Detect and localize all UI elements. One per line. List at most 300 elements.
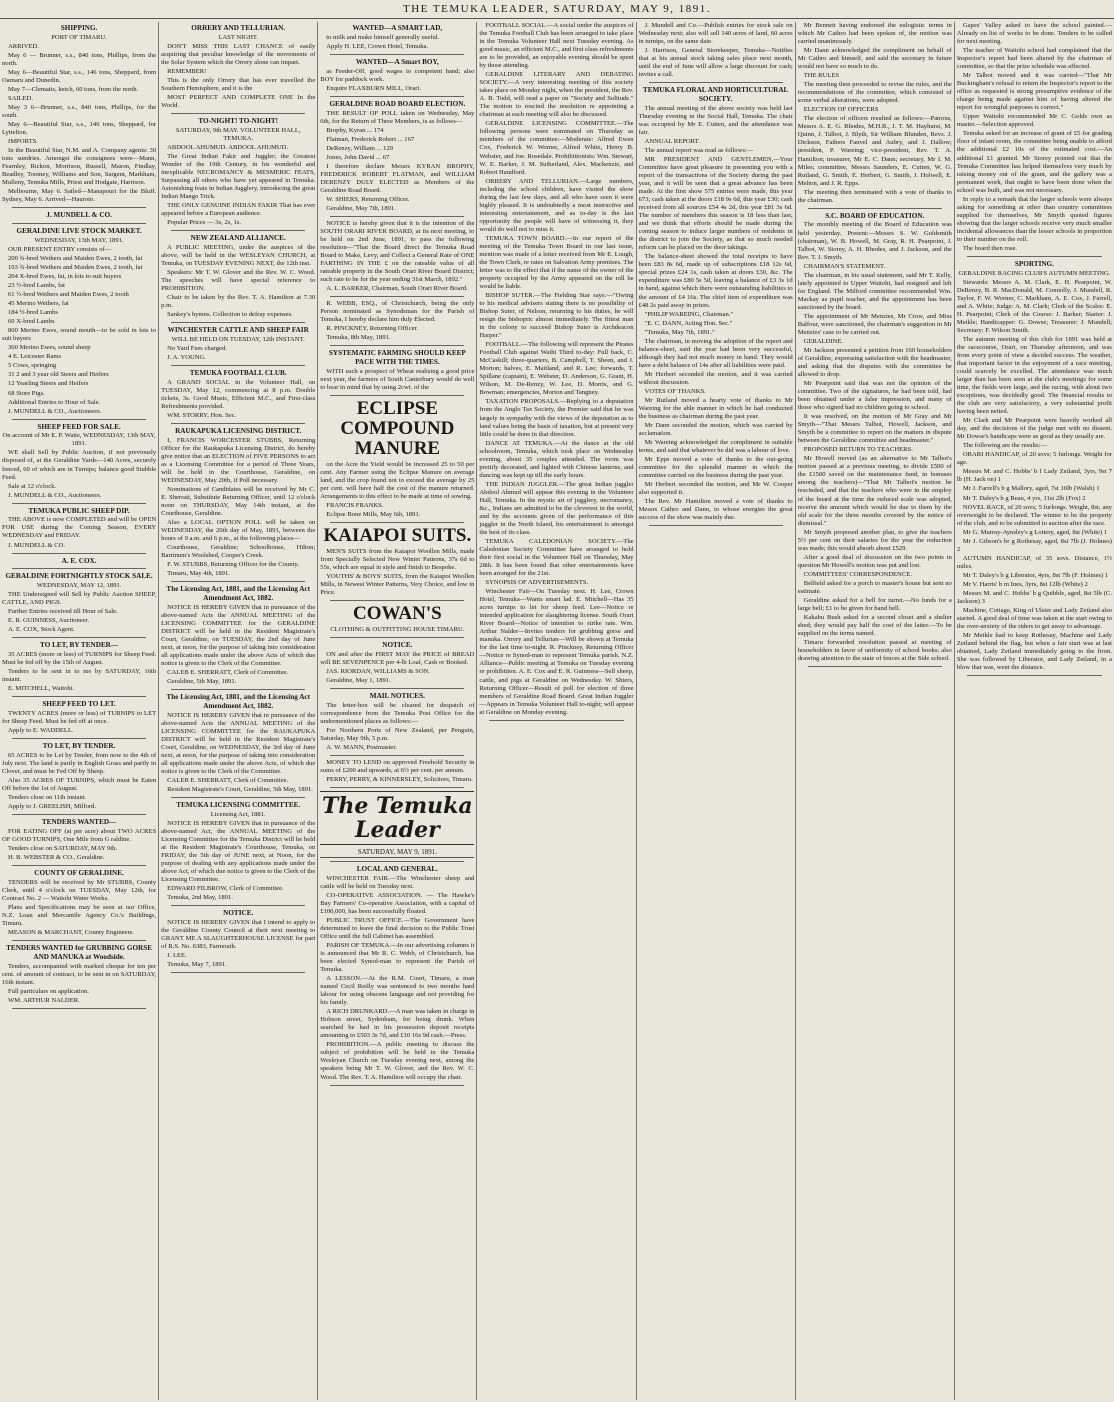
article-body <box>161 712 315 794</box>
divider <box>171 322 305 323</box>
paragraph: TAXATION PROPOSALS.—Replying to a deputation from the Anglo Tax Society, the Premier said that he was largely in sympathy with the views of the deputation as to land values being the basis of taxation, but at present very little could be done in that direction. <box>479 398 634 438</box>
paragraph: E. MITCHELL, Waitohi. <box>8 685 75 693</box>
divider <box>12 940 146 941</box>
divider <box>330 345 464 346</box>
paragraph: ANNUAL REPORT. <box>644 137 700 145</box>
paragraph: Mr Herbert seconded the motion, and Mr W. Cooper also supported it. <box>638 481 793 497</box>
paragraph: Mr Wareing acknowledged the compliment in suitable terms, and said that whatever he did was a labour of love. <box>638 439 793 455</box>
article-body <box>2 43 156 205</box>
article-block <box>798 22 952 209</box>
article-block <box>957 22 1112 257</box>
divider <box>808 666 942 667</box>
article-body <box>639 22 793 79</box>
paragraph: to milk and make himself generally useful. <box>326 33 440 41</box>
article-body <box>161 919 315 969</box>
article-body <box>2 963 156 1005</box>
divider <box>330 395 464 396</box>
article-body <box>320 34 474 51</box>
paragraph: Mr Talbot moved and it was carried—"That Mr Buckingham's refusal to return the Inspector's report to the office as requested is strong presumptive evidence of the charge being made against him of having altered the report for wrongful purposes is correct." <box>956 72 1112 112</box>
paragraph: ABDOOL AHUMUD. ABDOOL AHUMUD. <box>167 143 289 151</box>
article-body <box>2 591 156 634</box>
paragraph: 60 X-bred Lambs <box>8 318 55 326</box>
divider <box>649 82 783 83</box>
paragraph: PERRY, PERRY, & KINNERSLEY, Solicitors, Timaru. <box>326 776 473 784</box>
article-heading: A. E. COX. <box>61 556 97 565</box>
article-block <box>320 791 474 862</box>
paragraph: The appointment of Mr Menzies, Mr Crow, and Miss Balfour, were sanctioned, the chairman's suggestion in Mr Menzies' case to be carried out. <box>797 312 952 336</box>
paragraph: It was resolved, on the motion of Mr Gray and Mr Smyth—"That Messrs Talbot, Howell, Jackson, and Smyth be a committee to report on the matters in dispute between the Geraldine committee and headmaster." <box>797 413 952 445</box>
article-block <box>320 300 474 346</box>
paragraph: 4 E. Leicester Rams <box>8 353 62 361</box>
paragraph: J. Harrison, General Storekeeper, Temuka—Notifies that at his annual stock taking sales place next month, until the end of June will allow a large discount for cash; invites a call. <box>638 47 793 79</box>
divider <box>171 689 305 690</box>
paragraph: GERALDINE LITERARY AND DEBATING SOCIETY.—A very interesting meeting of this society takes place on Monday night, when the president, the Rev. A. B. Todd, will read a paper on "Society and Solitude." The motion to rescind the resolution re appointing a chairman at each meeting will also be discussed. <box>479 71 634 119</box>
article-heading: TEMUKA FLORAL AND HORTICULTURAL SOCIETY. <box>642 86 789 103</box>
paragraph: Tenders close on 11th instant. <box>8 794 87 802</box>
paragraph: The annual report was read as follows:— <box>644 146 754 154</box>
paragraph: Resident Magistrate's Court, Geraldine, 5th May, 1891. <box>167 786 313 794</box>
paragraph: NOTICE IS HEREBY GIVEN that I intend to apply to the Geraldine County Council at their next meeting to GRANT ME A SLAUGHTERHOUSE LICENSE for part of R.S. No. 6383, Farmouth. <box>161 919 316 951</box>
paragraph: A PUBLIC MEETING, under the auspices of the above, will be held in the WESLEYAN CHURCH, at Temuka, on TUESDAY EVENING NEXT, the 12th inst. <box>161 244 316 268</box>
article-heading: GERALDINE ROAD BOARD ELECTION. <box>329 99 466 108</box>
paragraph: ELECTION OF OFFICERS <box>803 106 879 114</box>
paragraph: Eclipse Bone Mills, May 6th, 1891. <box>326 510 421 518</box>
paragraph: NOTICE IS HEREBY GIVEN that in pursuance of the above-named Acts the ANNUAL MEETING of the LICENSING COMMITTEE for the RAUKAPUKA DISTRICT will be held in the Resident Magistrate's Court, Geraldine, on WEDNESDAY, the 3rd day of June next, at noon, for the purpose of taking into consideration all applications made under the above Acts, of which due notice is given to the Clerk of the Committee. <box>161 711 316 776</box>
paragraph: NOTICE is hereby given that it is the intention of the SOUTH ORARI RIVER BOARD, at its next meeting, to be held on 2nd June, 1891, to pass the following resolution—"That the Board direct the Temuka Road Board to Make, Levy, and Collect a General Rate of ONE FARTHING IN THE £ on the rateable value of all rateable property in the South Orari River Board District; such rate to be for the year ending 31st March, 1892." <box>320 219 475 284</box>
paragraph: OUR PRESENT ENTRY consists of— <box>8 246 112 253</box>
paragraph: Full particulars on application. <box>8 987 89 995</box>
paragraph: Mr Smyth proposed another plan, to give the teachers 5½ per cent on their salaries for the year the reduction was made; this would absorb about £529. <box>797 528 952 552</box>
paragraph: A. L. BARKER, Chairman, South Orari River Board. <box>326 285 468 293</box>
paragraph: After a good deal of discussion on the two points in question Mr Howell's motion was put and lost. <box>797 553 952 569</box>
article-body <box>2 828 156 862</box>
paragraph: Mr Dann seconded the motion, which was carried by acclamation. <box>638 421 793 437</box>
divider <box>12 696 146 697</box>
article-heading: TENDERS WANTED— <box>41 818 117 827</box>
divider <box>330 522 464 523</box>
paragraph: Temuka asked for an increase of grant of £5 for grading floor of infant room, the committee being unable to afford the additional £2 10s of the estimated cost.—An additional £1 granted. Mr Storey pointed out that the Temuka Committee has helped themselves very much by raising money out of the grant, and the gallery was a permanent work, that ought to have been done when the school was built, and was not necessary. <box>956 130 1112 194</box>
article-body <box>320 702 474 752</box>
paragraph: MONEY TO LEND on approved Freehold Security in sums of £200 and upwards, at 6½ per cent. per annum. <box>320 758 475 774</box>
article-block <box>2 227 156 419</box>
paragraph: 65 ACRES to be Let by Tender, from now to the 4th of July next. The land is partly in English Grass and partly in Clover, and must be Fed Off by Sheep. <box>2 751 157 775</box>
paragraph: 103 ¾-bred Wethers and Maiden Ewes, 2 tooth, fat <box>8 264 143 272</box>
paragraph: The balance-sheet showed the total receipts to have been £83 8s 6d, made up of subscriptions £18 12s 6d, special prizes £24 1s, cash taken at doors £30, &c. The expenditure was £80 5s 5d, leaving a balance of £3 3s 1d in hand, against which there were outstanding liabilities to the amount of £4 16s. The chief item of expenditure was £48 2s paid away in prizes. <box>638 253 793 309</box>
paragraph: Mr J. Farrell's b g Mallory, aged, 7st 10lb (Walsh) 1 <box>962 485 1100 493</box>
article-subheading: Licensing Act, 1881. <box>210 810 266 818</box>
paragraph: Mr Bennett having endorsed the eulogistic terms in which Mr Cathro had been spoken of, the motion was carried unanimously. <box>797 22 952 46</box>
paragraph: Popular Prices — 3s, 2s, 1s. <box>167 219 242 227</box>
paragraph: J. LEE. <box>167 952 187 960</box>
paragraph: Geraldine, May 7th, 1891. <box>326 204 396 212</box>
paragraph: 12 Yearling Steers and Heifers <box>8 380 89 388</box>
paragraph: May 6—Beautiful Star, s.s., 146 tons, Sheppard, for Lyttelton. <box>2 121 157 137</box>
article-body <box>2 879 156 937</box>
paragraph: Mr G. Murray-Aynsley's g Lottery, aged, 8st (White) 1 <box>962 528 1108 536</box>
paragraph: FOOTBALL SOCIAL.—A social under the auspices of the Temuka Football Club has been arranged to take place in the Temuka Volunteer Hall next Tuesday evening. As good music, an efficient M.C., and first class refreshments are to be provided, an enjoyable evening should be spent by those attending. <box>479 22 634 70</box>
paragraph: May 6—Beautiful Star, s.s., 146 tons, Sheppard, from Oamaru and Dunedin. <box>2 68 157 84</box>
article-heading: S.C. BOARD OF EDUCATION. <box>825 211 925 220</box>
article-heading: TEMUKA PUBLIC SHEEP DIP. <box>28 506 130 515</box>
divider <box>330 54 464 55</box>
paragraph: Mr Jackson presented a petition from 160 householders of Geraldine, expressing satisfaction with the headmaster, and asking that the disputes with the committee be allowed to drop. <box>797 346 952 379</box>
paragraph: EDWARD FILBROW, Clerk of Committee. <box>167 885 284 893</box>
paragraph: SAILED. <box>8 95 34 102</box>
divider <box>171 365 305 366</box>
paragraph: The board then rose. <box>962 244 1018 252</box>
article-block <box>320 526 474 601</box>
divider <box>330 787 464 788</box>
paragraph: The teacher of Waitohi school had complained that the Inspector's report had been altered by the chairman of committee, so that the prize schedule was affected. <box>956 47 1112 71</box>
paragraph: 184 ½-bred Lambs <box>8 309 58 317</box>
article-block <box>2 700 156 739</box>
paragraph: COMMITTEES' CORRESPONDENCE. <box>803 570 912 578</box>
paragraph: IMPORTS. <box>8 138 38 146</box>
paragraph: MR PRESIDENT AND GENTLEMEN,—Your Committee have great pleasure in presenting you with a report of the transactions of the Society during the past year, and it will be seen that a great advance has been made. At the first show 575 entries were made, this year 673; cash taken at the doors £18 9s 6d, this year £30; cash received from all sources £54 4s 2d, this year £81 3s 6d. The number of members this season is 18 less than last, and we think that efforts should be made during the coming season to induce larger numbers of residents in the district to join the Society, as that so much needed reform can be placed on the door takings. <box>638 155 793 252</box>
paragraph: CALEB E. SHERRATT, Clerk of Committee. <box>167 669 289 677</box>
paragraph: Plans and Specifications may be seen at our Office, N.Z. Loan and Mercantile Agency Co.'s Buildings, Timaru. <box>2 903 157 927</box>
article-block <box>2 869 156 941</box>
article-block <box>320 58 474 97</box>
column-4 <box>477 22 636 1400</box>
paragraph: The monthly meeting of the Board of Education was held yesterday. Present:—Messrs S. W. Goldsmith (chairman), W. B. Howell, M. Gray, R. H. Pearpoint, J. Talbot, W. Storey, A. H. Rhodes, and J. Jackson, and the Rev. T. J. Smyth. <box>797 221 952 261</box>
display-heading: KAIAPOI SUITS. <box>323 525 472 546</box>
article-block <box>320 759 474 788</box>
paragraph: Apply H. LEE, Crown Hotel, Temuka. <box>326 42 429 50</box>
paragraph: Temuka, May 7, 1891. <box>167 961 227 969</box>
paragraph: WITH such a prospect of Wheat realising a good price next year, the farmers of South Canterbury would do well to bear in mind that by using 2cwt. of the <box>320 367 475 391</box>
paragraph: Also 35 ACRES OF TURNIPS, which must be Eaten Off before the 1st of August. <box>2 776 157 792</box>
article-block <box>161 369 315 424</box>
article-body <box>320 300 474 342</box>
divider <box>12 814 146 815</box>
paragraph: J. A. YOUNG. <box>167 354 206 362</box>
article-block <box>320 641 474 689</box>
article-heading: SHEEP FEED FOR SALE. <box>37 422 121 431</box>
article-block <box>479 22 633 721</box>
paragraph: The chairman, in moving the adoption of the report and balance-sheet, said the year had been very successful, although they had not much money in hand. They would have a debt balance of 14s after all liabilities were paid. <box>638 337 793 369</box>
divider <box>967 675 1102 676</box>
article-body <box>2 710 156 735</box>
paragraph: F. W. STUBBS, Returning Officer for the County. <box>167 561 299 569</box>
article-block <box>2 572 156 638</box>
paragraph: May 3 6—Brunner, s.s., 840 tons, Phillips, for the south. <box>2 104 157 120</box>
article-block <box>161 234 315 323</box>
article-block <box>161 326 315 366</box>
paragraph: 5 Cows, springing <box>8 362 57 370</box>
paragraph: PUBLIC TRUST OFFICE.—The Government have determined to leave the final decision to the Public Trust Office until the full Cabinet has assembled. <box>320 916 475 940</box>
paragraph: Sale at 12 o'clock. <box>8 482 57 490</box>
article-block <box>161 909 315 973</box>
article-block <box>320 220 474 297</box>
newspaper-nameplate: The Temuka Leader <box>320 791 474 845</box>
article-body <box>320 548 474 597</box>
paragraph: FOOTBALL.—The following will represent the Pirates Football Club against Waihi Third to-day: Full back, C. McCaskill; three-quarters, B. Campbell, T. Sheen, and J. Morton; halves, E. Maitland, and R. Lee; forwards, T. Spillane (captain), E. Webster, D. Anderson, G. Grant, H. Wilson, M. De-Renzy, W. Lee, D. Morris, and G. Bowman; emergencies, Morton and Tangney. <box>479 341 634 397</box>
article-body <box>320 875 474 1082</box>
paragraph: Mr Meikle had to keep Rothesay, Machine and Lady Zetland behind the flag, but when a fair start was at last obtained, Lady Zetland immediately going to the front. She was followed by Liberator, and Lady Zetland, in a blow that was, went the distance. <box>956 632 1112 672</box>
columns-container <box>0 22 1114 1402</box>
article-heading: SPORTING. <box>1014 259 1054 268</box>
paragraph: NOTICE IS HEREBY GIVEN that in pursuance of the above-named Acts the ANNUAL MEETING of the LICENSING COMMITTEE for the GERALDINE DISTRICT will be held in the Resident Magistrate's Court, Geraldine, on TUESDAY, the 2nd day of June next, at noon, for the purpose of taking into consideration all applications made under the above Acts of which due notice is given to the Clerk of the Committee. <box>161 603 316 668</box>
paragraph: THE INDIAN JUGGLER.—The great Indian juggler Abdool Ahmud will appear this evening in the Volunteer Hall, Temuka. In the mystic art of jugglery, necromancy, &c., Indians are admitted to be the cleverest in the world, and by the accounts given of the performance of this juggler in the North Island, his entertainment is amongst the best of its class. <box>479 480 634 536</box>
paragraph: MEASON & MARCHANT, County Engineers. <box>8 928 134 936</box>
paragraph: THE Undersigned will Sell by Public Auction SHEEP, CATTLE, AND PIGS. <box>2 591 157 607</box>
paragraph: May 6 — Brunner, s.s., 840 tons, Phillips, from the north. <box>2 51 157 67</box>
paragraph: 35 ACRES (more or less) of TURNIPS for Sheep Feed. Must be fed off by the 15th of August. <box>2 651 157 667</box>
article-block <box>639 22 793 83</box>
divider <box>330 755 464 756</box>
article-body <box>639 105 793 523</box>
divider <box>489 720 623 721</box>
article-heading: WANTED—A SMART LAD, <box>352 24 443 32</box>
paragraph: TEMUKA TOWN BOARD.—In our report of the meeting of the Temuka Town Board in our last issue, mention was made of a letter received from Mr E. Lough, the Town Clerk, re rates on Salvation Army premises. The letter was to the effect that if the name of the owner of the property occupied by the Army appeared on the roll he would be liable. <box>479 234 634 290</box>
article-subheading: LAST NIGHT. <box>218 33 259 41</box>
article-heading: TO LET, BY TENDER— <box>40 641 119 650</box>
column-5 <box>637 22 796 1400</box>
paragraph: Geraldine asked for a bell for turret.—No funds for a large bell; £1 to be given for hand bell. <box>797 596 952 612</box>
article-block <box>2 557 156 570</box>
article-heading: RAUKAPUKA LICENSING DISTRICT. <box>175 427 302 436</box>
paragraph: THE RULES <box>803 72 840 80</box>
divider <box>171 905 305 906</box>
paragraph: R. PINCKNEY, Returning Officer. <box>326 325 418 333</box>
paragraph: "E. C. DANN, Acting Hon. Sec." <box>644 319 733 327</box>
paragraph: CHAIRMAN'S STATEMENT. <box>803 262 886 270</box>
article-subheading: GERALDINE RACING CLUB'S AUTUMN MEETING. <box>958 269 1111 277</box>
paragraph: The annual meeting of the above society was held last Thursday evening in the Social Hall, Temuka. The chair was occupied by Mr E. Cutten, and the attendance was fair. <box>638 104 793 136</box>
paragraph: Also a LOCAL OPTION POLL will be taken on WEDNESDAY, the 20th day of May, 1891, between the hours of 9 a.m. and 6 p.m., at the following places— <box>161 519 316 543</box>
divider <box>12 207 146 208</box>
paragraph: FOR EATING OFF (at per acre) about TWO ACRES OF GOOD TURNIPS, One Mile from G raldine. <box>2 827 157 843</box>
paragraph: Mr Clark and Mr Pearpoint were heavily worked all day, and the decisions of the judge met with no dissent. Mr Dowse's handicaps were as good as they usually are. <box>956 417 1112 441</box>
article-heading: NOTICE. <box>382 641 413 650</box>
article-body <box>161 244 315 319</box>
paragraph: TWENTY ACRES (more or less) of TURNIPS to LET for Sheep Feed. Must be fed off at once. <box>2 710 157 726</box>
article-heading: LOCAL AND GENERAL. <box>356 864 438 873</box>
divider <box>12 1008 146 1009</box>
paragraph: Kakahu Bush asked for a second closet and a shelter shed; they would pay half the cost of the latter.—To be supplied on the terms named. <box>797 613 952 637</box>
article-subheading: PORT OF TIMARU. <box>51 33 107 41</box>
article-block <box>2 818 156 866</box>
paragraph: Apply to J. GREELISH, Milford. <box>8 803 97 811</box>
paragraph: Geraldine, 5th May, 1891. <box>167 678 237 686</box>
article-block <box>161 585 315 690</box>
article-subheading: WEDNESDAY, MAY 12, 1891. <box>36 582 122 590</box>
paragraph: on the Acre the Yield would be increased 25 to 50 per cent. Any Farmer using the Eclipse Manure on average land, and the crop found not to exceed the average by 25 per cent. will have half the cost of the manure returned. Arrangements to this effect to be made at time of sowing. <box>320 460 475 500</box>
paragraph: 23 ½-bred Lambs, fat <box>8 282 65 290</box>
paragraph: Mr Dann acknowledged the compliment on behalf of Mr Cathro and himself, and said the secretary in future would not have so much to do. <box>797 47 952 71</box>
paragraph: Mr T. Daley's b g Liberator, 4yrs, 8st 7lb (F. Holmes) 1 <box>962 571 1109 579</box>
divider <box>330 600 464 601</box>
article-heading: TEMUKA LICENSING COMMITTEE. <box>176 801 301 810</box>
paragraph: TEMUKA CALEDONIAN SOCIETY.—The Caledonian Society Committee have arranged to hold their first social in the Volunteer Hall on Thursday, May 28th. It has been found that other entertainments have been arranged for the 21st. <box>479 537 634 578</box>
paragraph: 61 ½-bred Wethers and Maiden Ewes, 2 tooth <box>8 291 129 299</box>
paragraph: Apply to E. WADDELL. <box>8 727 74 735</box>
article-heading: SHIPPING. <box>60 24 98 32</box>
paragraph: NOTICE IS HEREBY GIVEN that in pursuance of the above-named Act, the ANNUAL MEETING of the Licensing Committee for the Temuka District will be held at the Resident Magistrate's Courthouse, Temuka, on FRIDAY, the 5th day of JUNE next, at Noon, for the purpose of dealing with any applications made under the above Act, of which due notice is given to the Clerk of the Licensing Committee. <box>161 819 316 884</box>
paragraph: A GRAND SOCIAL in the Volunteer Hall, on TUESDAY, May 12, commencing at 8 p.m. Double tickets, 3s. Good Music, Efficient M.C., and First-class Refreshments provided. <box>161 378 316 411</box>
paragraph: PROHIBITION.—A public meeting to discuss the subject of prohibition will be held in the Temuka Wesleyan Church on Tuesday evening next, among the speakers being Mr T. W. Glover, and the Rev. W. C. Wood. The Rev. T. A. Hamilton will occupy the chair. <box>320 1041 475 1081</box>
paragraph: Temuka, 2nd May, 1891. <box>167 894 233 902</box>
paragraph: Gapes' Valley asked to have the school painted.—Already on list of works to be done. Tenders to be called for next meeting. <box>956 22 1112 46</box>
paragraph: as Feeder-Off, good wages to competent hand; also BOY for paddock work. <box>320 67 475 83</box>
paragraph: Temuka, 8th May, 1891. <box>326 334 391 342</box>
paragraph: I therefore declare Messrs KYRAN BROPHY, FREDERICK ROBERT FLATMAN, and WILLIAM DERENZY DULY ELECTED as Members of the Geraldine Road Board. <box>320 162 475 194</box>
paragraph: J. Mundell and Co.—Publish entries for stock sale on Wednesday next; also will sell 140 acres of land, 60 acres in turnips, on the same date. <box>638 22 793 46</box>
divider <box>171 797 305 798</box>
article-block <box>320 399 474 523</box>
paragraph: Stewards: Messrs A. M. Clark, E. H. Pearpoint, W. DeRenzy, B. R. MacDonald, M. Connolly, J. Mundell, R. Taylor, F. W. Worner, C. Markham, A. E. Cox, J. Farrell, and A. White; Judge: A. M. Clark; Clerk of the Scales: E. H. Pearpoint; Clerk of the Course: J. Barker; Starter: J. Meikle; Handicapper: G. Dowse; Treasurer: J. Mundell; Secretary: F. Wilson Smith. <box>956 278 1112 334</box>
article-body <box>798 22 952 205</box>
paragraph: AUTUMN HANDICAP, of 35 sovs. Distance, 1½ miles. <box>956 554 1112 570</box>
paragraph: I, FRANCIS WORCESTER STUBBS, Returning Officer for the Raukapuka Licensing District, do hereby give notice that an ELECTION of FIVE PERSONS to act as a Licensing Committee for a period of Three Years, will be held in the Courthouse, Geraldine, on WEDNESDAY, May 20th, if Poll necessary. <box>161 436 316 485</box>
paragraph: PROPOSED RETURN TO TEACHERS. <box>803 446 913 454</box>
divider <box>12 503 146 504</box>
article-block <box>2 24 156 208</box>
paragraph: Timaru forwarded resolution passed at meeting of householders in favor of uniformity of school books; also drawing attention to the state of fences at the Side school. <box>797 639 952 663</box>
divider <box>171 972 305 973</box>
paragraph: E. R. GUINNESS, Auctioneer. <box>8 617 90 625</box>
article-heading: GERALDINE LIVE STOCK MARKET. <box>16 227 142 236</box>
article-body <box>479 22 633 717</box>
article-body <box>2 516 156 549</box>
paragraph: J. MUNDELL & CO., Auctioneers. <box>8 407 102 415</box>
article-subheading: WILL BE HELD ON TUESDAY, 12th INSTANT. <box>171 336 305 344</box>
article-body <box>957 279 1112 672</box>
divider <box>12 419 146 420</box>
page-masthead: THE TEMUKA LEADER, SATURDAY, MAY 9, 1891. <box>0 0 1114 19</box>
article-body <box>320 110 474 213</box>
paragraph: Mr Herbert seconded the motion, and it was carried without discussion. <box>638 370 793 386</box>
paragraph: The letter-box will be cleared for despatch of correspondence from the Temuka Post Office for the undermentioned places as follows:— <box>320 701 475 725</box>
paragraph: Tenders close on SATURDAY, MAY 9th. <box>8 844 118 852</box>
paragraph: Additional Entries to Hour of Sale. <box>8 398 101 406</box>
divider <box>330 1085 464 1086</box>
divider <box>330 96 464 97</box>
article-body <box>161 820 315 902</box>
article-body <box>161 345 315 362</box>
paragraph: ORARI HANDICAP, of 20 sovs; 5 furlongs. Weight for age. <box>956 451 1112 467</box>
article-block <box>2 742 156 815</box>
paragraph: Courthouse, Geraldine; Schoolhouse, Hilton; Barrinum's Woolshed, Cooper's Creek. <box>161 544 316 560</box>
paragraph: J. MUNDELL & CO., Auctioneers. <box>8 491 102 499</box>
article-body <box>957 22 1112 253</box>
article-heading: GERALDINE FORTNIGHTLY STOCK SALE. <box>5 572 153 581</box>
article-heading: TO-NIGHT! TO-NIGHT! <box>198 117 279 126</box>
article-heading: WANTED—A Smart BOY, <box>355 57 439 66</box>
divider <box>171 230 305 231</box>
article-subheading: WEDNESDAY, 13th MAY, 1891. <box>34 236 124 244</box>
article-heading: The Licensing Act, 1881, and the Licensing Act Amendment Act, 1882. <box>166 585 310 603</box>
paragraph: The meeting then terminated with a vote of thanks to the chairman. <box>797 188 952 204</box>
paragraph: GERALDINE LICENSING COMMITTEE.—The following persons were nominated on Thursday as members of the committee:—Moderate: Alfred Ewen Cox, Frederick W. Worner, Alfred White, Henry B. Webster, and Joe. Rosedale. Prohibitionists: Wm. Stewart, W. E. Barker, J. M. Sutherland, Alex. Mackenzie, and Robert Handford. <box>479 120 634 176</box>
paragraph: In reply to a remark that the larger schools were always asking for something at other than country committees supplied for themselves, Mr Smyth quoted figures showing that the larger schools receive very much smaller incidental allowances than the lesser schools in proportion to their number on the roll. <box>956 195 1112 243</box>
paragraph: Geraldine, May 1, 1891. <box>326 676 391 684</box>
article-block <box>320 865 474 1086</box>
article-body <box>161 43 315 110</box>
paragraph: Jones, John David ... 67 <box>326 153 390 161</box>
paragraph: Messrs M. and C. Hobbs' b f Lady Zetland, 3yrs, 9st 7 lb (H. Jack on) 1 <box>956 468 1112 484</box>
article-block <box>161 117 315 231</box>
paragraph: NOVEL RACE, of 20 sovs; 5 furlongs. Weight, 8st; any overweight to be declared. The winner to be the property of the club, and to be submitted to auction after the race. <box>956 503 1112 527</box>
paragraph: Sankey's hymns. Collection to defray expenses. <box>167 311 293 319</box>
paragraph: Mr Pearpoint said that was not the opinion of the committee. Two of the signatures, he had been told, had been obtained under a false impression, and many of those who signed had no children going to school. <box>797 380 952 412</box>
paragraph: The meeting then proceeded to revise the rules, and the recommendations of the committee, which consisted of some verbal alterations, were adopted. <box>797 81 952 105</box>
paragraph: W. SHIERS, Returning Officer. <box>326 195 410 203</box>
paragraph: Messrs M. and C. Hobbs' b g Quibble, aged, 8st 5lb (C. Jackson) 3 <box>956 589 1112 605</box>
article-block <box>161 693 315 798</box>
paragraph: Mr Howell moved (as an alternative to Mr Talbot's motion passed at a previous meeting, to divide £500 of the £1500 saved on the maintenance fund, in bonuses among the teachers)—"That Mr Talbot's motion be rescinded, and that the teachers who were in the employ of the board at the time the reduced scale was adopted, receive the amount which would be due to them by the old scale for the three months covered by the notice of dismissal." <box>797 455 952 527</box>
article-subheading: CLOTHING & OUTFITTING HOUSE TIMARU. <box>330 626 465 634</box>
paragraph: JAS. RIORDAN, WILLIAMS & SON. <box>326 667 431 675</box>
paragraph: A LESSON.—At the R.M. Court, Timaru, a man named Cecil Reilly was sentenced to two months hard labour for using obscene language and not providing for his family. <box>320 975 475 1007</box>
article-heading: SYSTEMATIC FARMING SHOULD KEEP PACE WITH THE TIMES. <box>328 349 466 367</box>
article-body <box>320 68 474 93</box>
article-body <box>161 437 315 579</box>
display-heading: ECLIPSE COMPOUND MANURE <box>340 397 455 459</box>
paragraph: Melbourne, May 6. Sailed—Manapouri for the Bluff. Sydney, May 6. Arrived—Hauroto. <box>2 188 157 204</box>
divider <box>808 208 942 209</box>
paragraph: Winchester Fair—On Tuesday next. H. Lee, Crown Hotel, Temuka—Wants smart lad. E. Mitchell—Has 35 acres turnips to let for sheep feed. Lee—Notice re intended application for slaughtering license. South Orari River Board—Notice of intention to strike rate. Wm. Arthur Nalder—Invites tenders for grubbing gorse and manuka. Orrery and Tellurian—Will be shown at Temuka for the last time to-night. R. Pinckney, Returning Officer—Notice re Synod-man to represent Temuka parish. N.Z. Alliance—Public meeting at Temuka on Tuesday evening re prohibition. A. E. Cox and E. R. Guinness—Sell sheep, cattle, and pigs at Geraldine on Wednesday. W. Shiers, Returning Officer—Result of poll for election of three members of Geraldine Road Board. Great Indian Juggler—Appears in Temuka Volunteer Hall to-night; will appear at Geraldine on Monday evening. <box>479 588 634 716</box>
paragraph: The chairman, in his usual statement, said Mr T. Kelly, lately appointed to Upper Waitohi, had resigned and left for England. The Milford committee recommended Wm. Mackay as pupil teacher, and the appointment has been sanctioned by the board. <box>797 271 952 311</box>
paragraph: Tenders to be sent in to me by SATURDAY, 16th instant. <box>2 668 157 684</box>
divider <box>330 861 464 862</box>
article-heading: WINCHESTER CATTLE AND SHEEP FAIR <box>167 326 309 335</box>
paragraph: J. MUNDELL & CO. <box>8 541 66 549</box>
article-block <box>2 507 156 554</box>
divider <box>649 525 783 526</box>
article-subheading: SATURDAY, 9th MAY. VOLUNTEER HALL, TEMUKA. <box>175 126 301 142</box>
divider <box>12 637 146 638</box>
article-heading: J. MUNDELL & CO. <box>46 211 112 220</box>
article-body <box>2 246 156 416</box>
article-block <box>161 801 315 906</box>
paragraph: The Rev. Mr Hamilton moved a vote of thanks to Messrs Cathro and Dann, to whose energies the great success of the show was mainly due. <box>638 498 793 522</box>
paragraph: TENDERS will be received by Mr STUBBS, County Clerk, until 4 o'clock on TUESDAY, May 12th, for Contract No. 2 — Waitohi Water Works. <box>2 878 157 902</box>
paragraph: 360 Merino Ewes, sound sheep <box>8 344 91 352</box>
paragraph: CALEB E. SHERRATT, Clerk of Committee. <box>167 777 289 785</box>
column-1 <box>0 22 159 1400</box>
article-body <box>320 220 474 293</box>
paragraph: The following are the results:— <box>962 442 1048 450</box>
article-block <box>957 260 1112 676</box>
divider <box>12 865 146 866</box>
divider <box>330 688 464 689</box>
divider <box>171 581 305 582</box>
article-block <box>2 944 156 1009</box>
paragraph: Nominations of Candidates will be received by Mr C. E. Sherratt, Substitute Returning Officer, until 12 o'clock noon on THURSDAY, May 14th instant, at the Courthouse, Geraldine. <box>161 486 316 518</box>
divider <box>330 296 464 297</box>
paragraph: PARISH OF TEMUKA.—In our advertising columns it is announced that Mr R. C. Webb, of Christchurch, has been elected Synod-man to represent the Parish of Temuka. <box>320 942 475 974</box>
article-body <box>320 759 474 784</box>
paragraph: Speakers: Mr T. W. Glover and the Rev. W. C. Wood. The speeches will have special reference to PROHIBITION. <box>161 269 316 293</box>
article-body <box>798 221 952 663</box>
paragraph: Brophy, Kyran ... 174 <box>326 126 384 134</box>
paragraph: May 7—Clematis, ketch, 60 tons, from the north. <box>8 85 139 93</box>
article-body <box>2 449 156 499</box>
article-block <box>320 100 474 217</box>
paragraph: ORRERY AND TELLURIAN.—Large numbers, including the school children, have visited the show during the last few days, and all who have seen it were highly pleased. It is undoubtedly a most instructive and interesting entertainment, and as to-day is the last opportunity the people will have of witnessing it, they would do well not to miss it. <box>479 177 634 233</box>
paragraph: ON and after the FIRST MAY the PRICE of BREAD will BE SEVENPENCE per 4-lb Loaf, Cash or Booked. <box>320 650 475 666</box>
article-block <box>320 692 474 756</box>
paragraph: Upper Waitohi recommended Mr C. Golds own as master.—Selection approved. <box>956 113 1112 129</box>
article-heading: SHEEP FEED TO LET. <box>42 700 116 709</box>
article-body <box>320 368 474 392</box>
paragraph: THE RESULT OF POLL taken on Wednesday, May 6th, for the Return of Three Members, is as follows— <box>320 109 475 125</box>
article-body <box>161 379 315 420</box>
paragraph: ARRIVED. <box>8 42 39 50</box>
paragraph: The Great Indian Fakir and Juggler; the Greatest Wonder of the 19th Century, in his wonderful and inexplicable NECROMANCY & MESMERIC FEATS, Surpassing all others who have yet appeared in Temuka. Astonishing feats in Indian Jugglery, introducing the great Indian Mango Trick. <box>161 152 316 201</box>
